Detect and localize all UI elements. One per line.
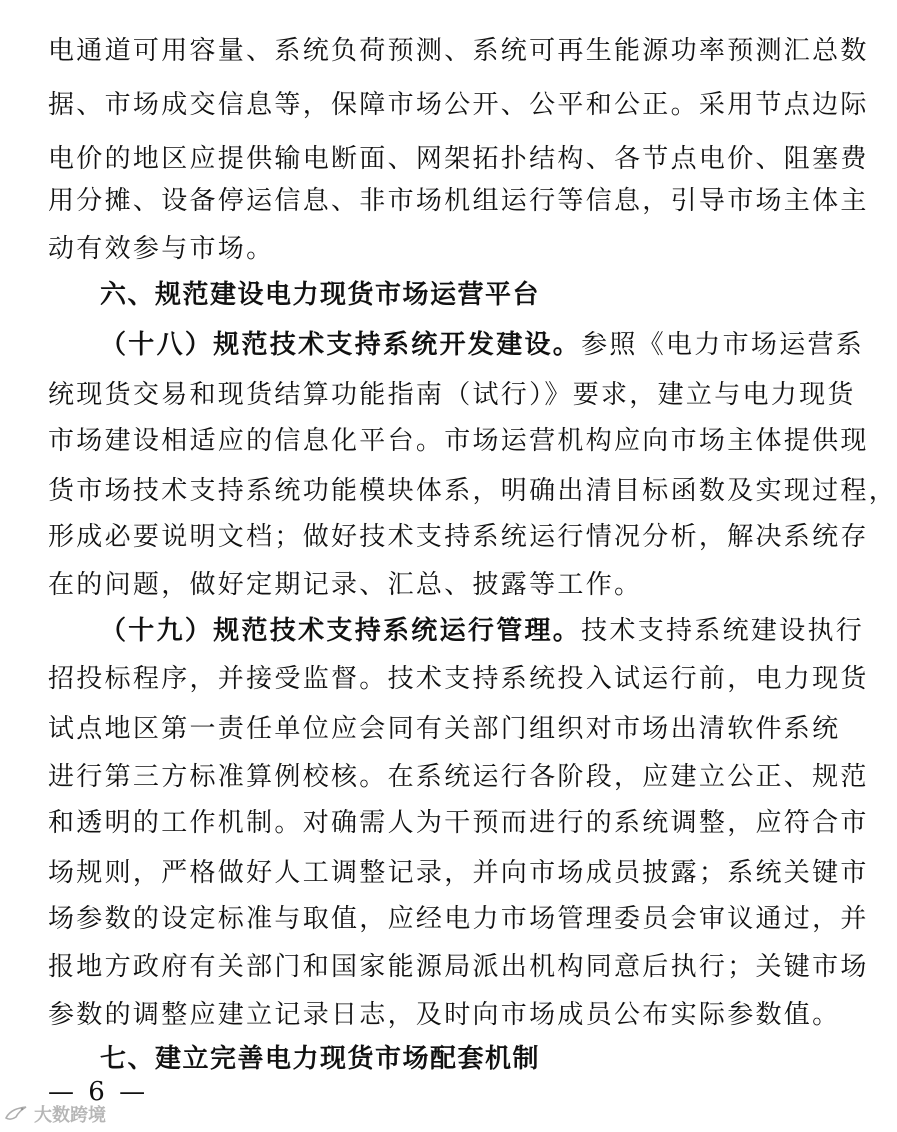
body-line: 动有效参与市场。 bbox=[48, 234, 275, 264]
paragraph-first-line bbox=[100, 614, 865, 648]
body-line: 在的问题，做好定期记录、汇总、披露等工作。 bbox=[48, 570, 643, 600]
paragraph-first-line bbox=[100, 328, 865, 362]
body-line: 试点地区第一责任单位应会同有关部门组织对市场出清软件系统 bbox=[48, 714, 841, 744]
body-line: 统现货交易和现货结算功能指南（试行）》要求，建立与电力现货 bbox=[48, 380, 856, 410]
body-line: 市场建设相适应的信息化平台。市场运营机构应向市场主体提供现 bbox=[48, 426, 869, 456]
paragraph-text: 参照《电力市场运营系 bbox=[581, 330, 865, 360]
section-heading: 六、规范建设电力现货市场运营平台 bbox=[100, 280, 541, 310]
body-line: 场参数的设定标准与取值，应经电力市场管理委员会审议通过，并 bbox=[48, 904, 869, 934]
body-line: 报地方政府有关部门和国家能源局派出机构同意后执行；关键市场 bbox=[48, 952, 869, 982]
watermark bbox=[4, 1101, 106, 1127]
body-line: 据、市场成交信息等，保障市场公开、公平和公正。采用节点边际 bbox=[48, 90, 869, 120]
body-line: 和透明的工作机制。对确需人为干预而进行的系统调整，应符合市 bbox=[48, 808, 869, 838]
body-line: 用分摊、设备停运信息、非市场机组运行等信息，引导市场主体主 bbox=[48, 186, 869, 216]
body-line: 场规则，严格做好人工调整记录，并向市场成员披露；系统关键市 bbox=[48, 858, 869, 888]
body-line: 形成必要说明文档；做好技术支持系统运行情况分析，解决系统存 bbox=[48, 522, 869, 552]
paragraph-lead: （十九）规范技术支持系统运行管理。 bbox=[100, 616, 582, 646]
watermark-text: 大数跨境 bbox=[34, 1105, 106, 1126]
body-line: 参数的调整应建立记录日志，及时向市场成员公布实际参数值。 bbox=[48, 1000, 841, 1030]
body-line: 货市场技术支持系统功能模块体系，明确出清目标函数及实现过程， bbox=[48, 476, 897, 506]
page-number: — 6 — bbox=[48, 1077, 149, 1107]
paragraph-text: 技术支持系统建设执行 bbox=[581, 616, 865, 646]
body-line: 招投标程序，并接受监督。技术支持系统投入试运行前，电力现货 bbox=[48, 664, 869, 694]
body-line: 进行第三方标准算例校核。在系统运行各阶段，应建立公正、规范 bbox=[48, 762, 869, 792]
paragraph-lead: （十八）规范技术支持系统开发建设。 bbox=[100, 330, 582, 360]
bird-logo-icon bbox=[4, 1104, 28, 1124]
body-line: 电通道可用容量、系统负荷预测、系统可再生能源功率预测汇总数 bbox=[48, 36, 869, 66]
section-heading: 七、建立完善电力现货市场配套机制 bbox=[100, 1044, 541, 1074]
body-line: 电价的地区应提供输电断面、网架拓扑结构、各节点电价、阻塞费 bbox=[48, 144, 869, 174]
